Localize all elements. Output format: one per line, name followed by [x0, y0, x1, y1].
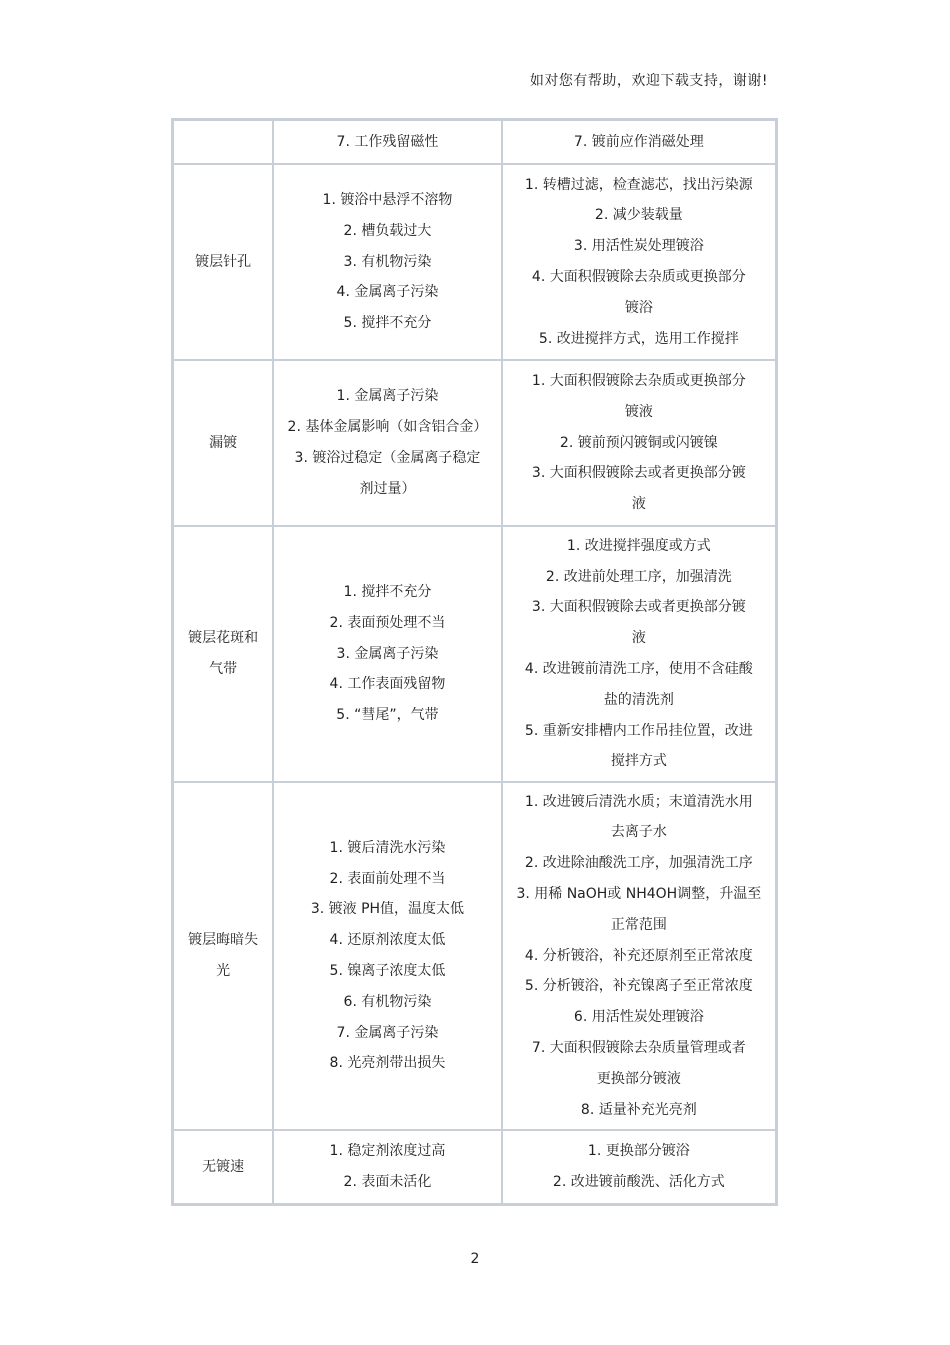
- cell-line: 镀层晦暗失: [188, 932, 259, 949]
- cell-line: 6. 有机物污染: [343, 993, 432, 1010]
- cell-line: 液: [631, 630, 646, 647]
- cell-line: 气带: [209, 661, 238, 677]
- cell-line: 1. 搅拌不充分: [343, 584, 432, 600]
- cell-line: 漏镀: [209, 434, 238, 451]
- cell-line: 1. 金属离子污染: [336, 388, 439, 405]
- header-note: 如对您有帮助，欢迎下载支持，谢谢!: [529, 73, 768, 89]
- cell-line: 2. 表面未活化: [343, 1174, 432, 1190]
- cell-line: 3. 有机物污染: [343, 253, 432, 270]
- cell-line: 液: [631, 496, 646, 513]
- cell-line: 5. 重新安排槽内工作吊挂位置，改进: [524, 722, 753, 739]
- cell-line: 7. 大面积假镀除去杂质量管理或者: [531, 1039, 746, 1056]
- problem-cell: [173, 120, 273, 164]
- remedies-cell: [502, 1130, 776, 1204]
- cell-line: 8. 适量补充光亮剂: [580, 1101, 697, 1118]
- cell-line: 去离子水: [610, 824, 667, 841]
- cell-line: 3. 用稀 NaOH或 NH4OH调整，升温至: [516, 886, 762, 902]
- cell-line: 光: [216, 963, 231, 979]
- problem-cell: [173, 164, 273, 360]
- cell-line: 7. 镀前应作消磁处理: [573, 133, 704, 150]
- cell-line: 7. 工作残留磁性: [336, 133, 439, 150]
- cell-line: 5. 分析镀浴，补充镍离子至正常浓度: [524, 978, 753, 995]
- causes-cell: [273, 120, 501, 164]
- table-row: [173, 1130, 776, 1204]
- cell-line: 镀层花斑和: [188, 630, 259, 647]
- cell-line: 4. 工作表面残留物: [329, 676, 446, 693]
- cell-line: 2. 表面预处理不当: [329, 614, 446, 631]
- cell-line: 无镀速: [202, 1158, 245, 1175]
- cell-line: 1. 稳定剂浓度过高: [329, 1143, 446, 1160]
- cell-line: 2. 改进前处理工序，加强清洗: [545, 568, 732, 585]
- problem-cell: [173, 360, 273, 526]
- causes-cell: [273, 360, 501, 526]
- cell-line: 1. 镀后清洗水污染: [329, 839, 446, 856]
- cell-line: 剂过量）: [359, 480, 416, 497]
- cell-line: 2. 镀前预闪镀铜或闪镀镍: [559, 434, 718, 451]
- table-body: [173, 120, 776, 1204]
- cell-line: 1. 大面积假镀除去杂质或更换部分: [531, 373, 746, 389]
- table-row: [173, 526, 776, 782]
- cell-line: 更换部分镀液: [596, 1070, 681, 1087]
- cell-line: 5. 改进搅拌方式，选用工作搅拌: [538, 330, 739, 347]
- cell-line: 5. 镍离子浓度太低: [329, 963, 446, 979]
- remedies-cell: [502, 360, 776, 526]
- table-row: [173, 782, 776, 1130]
- cell-line: 镀浴: [624, 299, 653, 316]
- cell-line: 2. 基体金属影响（如含铝合金）: [287, 419, 488, 436]
- remedies-cell: [502, 526, 776, 782]
- cell-line: 3. 金属离子污染: [336, 645, 439, 662]
- cell-line: 4. 改进镀前清洗工序，使用不含硅酸: [524, 661, 753, 677]
- cell-line: 4. 金属离子污染: [336, 284, 439, 301]
- cell-line: 3. 镀液 PH值，温度太低: [310, 901, 465, 918]
- problem-cell: [173, 782, 273, 1130]
- cell-line: 4. 分析镀浴，补充还原剂至正常浓度: [524, 947, 753, 964]
- table-row: [173, 120, 776, 164]
- remedies-cell: [502, 782, 776, 1130]
- cell-line: 8. 光亮剂带出损失: [329, 1055, 446, 1072]
- cell-line: 1. 改进镀后清洗水质；末道清洗水用: [524, 793, 753, 810]
- cell-line: 1. 更换部分镀浴: [587, 1143, 690, 1160]
- cell-line: 搅拌方式: [610, 753, 667, 770]
- cell-line: 1. 转槽过滤，检查滤芯，找出污染源: [524, 176, 753, 193]
- causes-cell: [273, 526, 501, 782]
- cell-line: 2. 改进镀前酸洗、活化方式: [552, 1174, 725, 1190]
- cell-line: 1. 镀浴中悬浮不溶物: [322, 192, 453, 208]
- problem-cell: [173, 1130, 273, 1204]
- causes-cell: [273, 1130, 501, 1204]
- cell-line: 2. 改进除油酸洗工序，加强清洗工序: [524, 855, 753, 872]
- cell-line: 3. 大面积假镀除去或者更换部分镀: [531, 465, 746, 482]
- cell-line: 正常范围: [610, 916, 667, 933]
- remedies-cell: [502, 120, 776, 164]
- table-row: [173, 360, 776, 526]
- cell-line: 3. 用活性炭处理镀浴: [573, 238, 704, 255]
- cell-line: 盐的清洗剂: [603, 691, 674, 708]
- cell-line: 3. 镀浴过稳定（金属离子稳定: [294, 450, 481, 466]
- causes-cell: [273, 164, 501, 360]
- causes-cell: [273, 782, 501, 1130]
- cell-line: 6. 用活性炭处理镀浴: [573, 1009, 704, 1026]
- cell-line: 镀层针孔: [195, 253, 252, 270]
- cell-line: 2. 表面前处理不当: [329, 870, 446, 887]
- troubleshooting-table: [171, 118, 778, 1206]
- cell-line: 5. 搅拌不充分: [343, 315, 432, 332]
- cell-line: 2. 减少装载量: [594, 207, 683, 224]
- table-row: [173, 164, 776, 360]
- cell-line: 4. 大面积假镀除去杂质或更换部分: [531, 269, 746, 285]
- cell-line: 2. 槽负载过大: [343, 222, 432, 239]
- cell-line: 7. 金属离子污染: [336, 1024, 439, 1041]
- problem-cell: [173, 526, 273, 782]
- cell-line: 3. 大面积假镀除去或者更换部分镀: [531, 599, 746, 616]
- cell-line: 镀液: [624, 403, 653, 420]
- cell-line: 1. 改进搅拌强度或方式: [566, 537, 711, 554]
- remedies-cell: [502, 164, 776, 360]
- page-number: 2: [470, 1251, 480, 1267]
- cell-line: 5. “彗尾”，气带: [336, 707, 439, 724]
- cell-line: 4. 还原剂浓度太低: [329, 932, 446, 949]
